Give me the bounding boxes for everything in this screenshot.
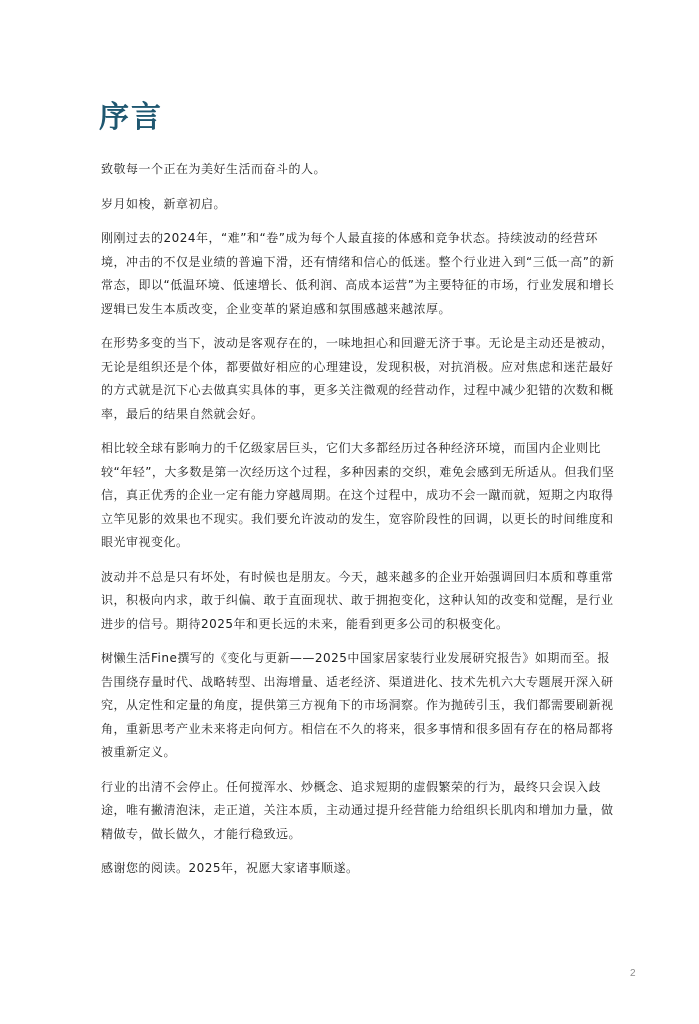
paragraph-7: 树懒生活Fine撰写的《变化与更新——2025中国家居家装行业发展研究报告》如期而至。报告围绕存量时代、战略转型、出海增量、适老经济、渠道进化、技术先机六大专题展开深入研究，从定性和定量的角度，提供第三方视角下的市场洞察。作为抛砖引玉，我们都需要刷新视角，重新思考产业未来将走向何方。相信在不久的将来，很多事情和很多固有存在的格局都将被重新定义。: [101, 651, 614, 759]
paragraph-4: 在形势多变的当下，波动是客观存在的，一味地担心和回避无济于事。无论是主动还是被动，无论是组织还是个体，都要做好相应的心理建设，发现积极，对抗消极。应对焦虑和迷茫最好的方式就是沉下心去做真实具体的事，更多关注微观的经营动作，过程中减少犯错的次数和概率，最后的结果自然就会好。: [101, 336, 614, 421]
body-content: [101, 158, 621, 892]
page-number: 2: [630, 968, 636, 979]
paragraph-9: 感谢您的阅读。2025年，祝愿大家诸事顺遂。: [101, 861, 359, 875]
paragraph-5: 相比较全球有影响力的千亿级家居巨头，它们大多都经历过各种经济环境，而国内企业则比较“年轻”，大多数是第一次经历这个过程，多种因素的交织，难免会感到无所适从。但我们坚信，真正优秀的企业一定有能力穿越周期。在这个过程中，成功不会一蹴而就，短期之内取得立竿见影的效果也不现实。我们要允许波动的发生，宽容阶段性的回调，以更长的时间维度和眼光审视变化。: [101, 441, 615, 549]
paragraph-2: 岁月如梭，新章初启。: [101, 196, 227, 211]
paragraph-8: 行业的出清不会停止。任何搅浑水、炒概念、追求短期的虚假繁荣的行为，最终只会误入歧途，唯有撇清泡沫，走正道，关注本质，主动通过提升经营能力给组织长肌肉和增加力量，做精做专，做长做久，才能行稳致远。: [101, 779, 614, 841]
paragraph-3: 刚刚过去的2024年，“难”和“卷”成为每个人最直接的体感和竞争状态。持续波动的经营环境，冲击的不仅是业绩的普遍下滑，还有情绪和信心的低迷。整个行业进入到“三低一高”的新常态，即以“低温环境、低速增长、低利润、高成本运营”为主要特征的市场，行业发展和增长逻辑已发生本质改变，企业变革的紧迫感和氛围感越来越浓厚。: [101, 231, 615, 316]
paragraph-6: 波动并不总是只有坏处，有时候也是朋友。今天，越来越多的企业开始强调回归本质和尊重常识，积极向内求，敢于纠偏、敢于直面现状、敢于拥抱变化，这种认知的改变和觉醒，是行业进步的信号。期待2025年和更长远的未来，能看到更多公司的积极变化。: [101, 569, 614, 631]
paragraph-1: 致敬每一个正在为美好生活而奋斗的人。: [101, 162, 327, 176]
page-title: 序言: [99, 100, 163, 135]
